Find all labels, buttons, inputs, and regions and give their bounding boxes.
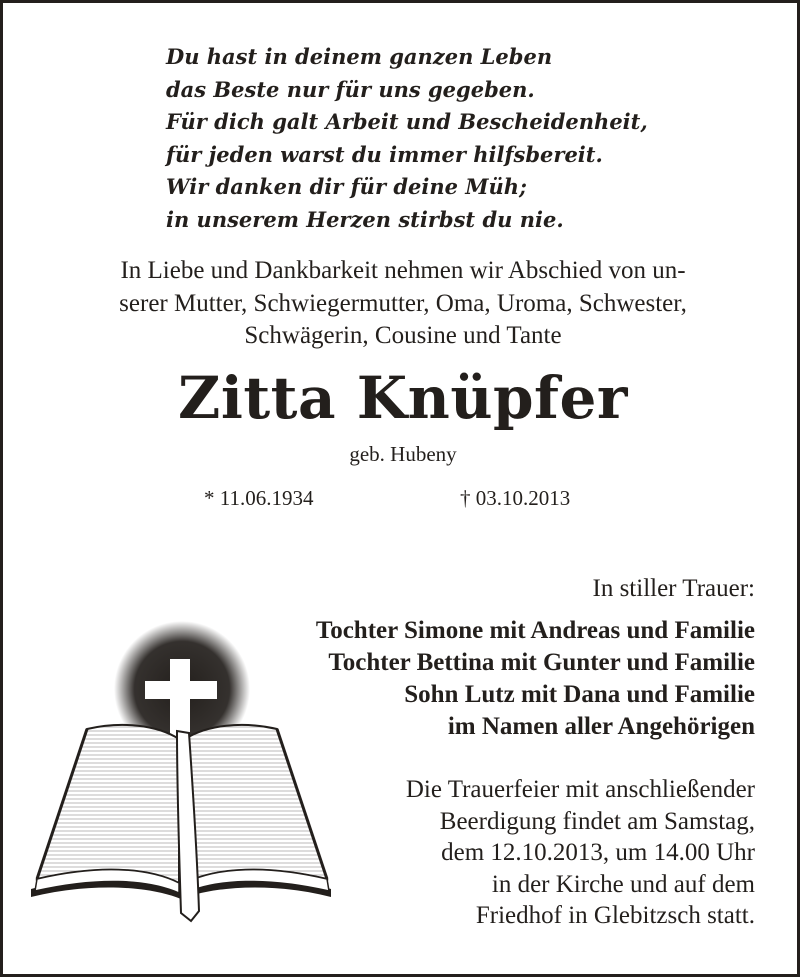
funeral-details	[406, 774, 755, 932]
funeral-line: Die Trauerfeier mit anschließender	[405, 776, 755, 803]
mourner-entry: Sohn Lutz mit Dana und Familie	[404, 681, 755, 708]
poem	[166, 41, 648, 236]
mourner-entry: im Namen aller Angehörigen	[447, 713, 755, 740]
poem-line: für jeden warst du immer hilfsbereit.	[166, 141, 603, 167]
intro-line: In Liebe und Dankbarkeit nehmen wir Abschied von un-	[120, 257, 686, 284]
intro-line: serer Mutter, Schwiegermutter, Oma, Uroma, Schwester,	[119, 289, 687, 317]
funeral-line: in der Kirche und auf dem	[491, 870, 755, 898]
cross-and-open-bible-icon	[27, 621, 337, 933]
deceased-name: Zitta Knüpfer	[178, 364, 628, 432]
mourning-heading: In stiller Trauer:	[592, 575, 755, 602]
funeral-line: Friedhof in Glebitzsch statt.	[475, 902, 755, 929]
funeral-line: Beerdigung findet am Samstag,	[439, 807, 755, 835]
poem-line: Wir danken dir für deine Müh;	[166, 174, 527, 199]
poem-line: Du hast in deinem ganzen Leben	[166, 44, 553, 69]
intro-line: Schwägerin, Cousine und Tante	[244, 322, 562, 349]
mourner-entry: Tochter Bettina mit Gunter und Familie	[328, 649, 755, 676]
maiden-name: geb. Hubeny	[349, 442, 457, 466]
death-date: † 03.10.2013	[460, 486, 571, 510]
poem-line: Für dich galt Arbeit und Bescheidenheit,	[166, 109, 648, 134]
mourner-entry: Tochter Simone mit Andreas und Familie	[315, 617, 755, 644]
poem-line: in unserem Herzen stirbst du nie.	[166, 206, 564, 232]
funeral-line: dem 12.10.2013, um 14.00 Uhr	[441, 839, 755, 866]
poem-line: das Beste nur für uns gegeben.	[166, 76, 535, 102]
birth-date: * 11.06.1934	[204, 486, 314, 510]
intro-text	[23, 255, 783, 353]
mourners-list	[316, 615, 755, 743]
